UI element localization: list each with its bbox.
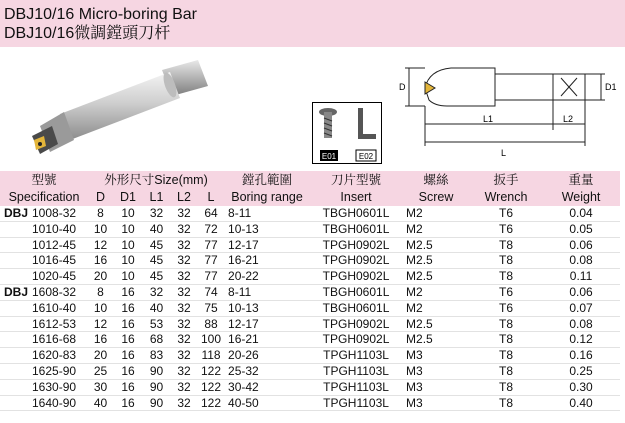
e01-label: E01 <box>321 152 337 161</box>
spec-cell <box>0 284 88 300</box>
cell-l: 122 <box>198 379 224 395</box>
cell-range: 10-13 <box>224 221 310 237</box>
cell-screw: M2 <box>402 300 470 316</box>
spec-cell <box>0 348 88 364</box>
cell-d1: 10 <box>113 237 143 253</box>
cell-wrench: T6 <box>470 300 542 316</box>
cell-screw: M2.5 <box>402 269 470 285</box>
boring-bar-photo-icon <box>20 56 215 166</box>
cell-wrench: T8 <box>470 237 542 253</box>
spec-code: 1640-90 <box>32 395 77 410</box>
cell-screw: M3 <box>402 379 470 395</box>
page-title: DBJ10/16 Micro-boring Bar <box>4 6 197 23</box>
cell-range: 30-42 <box>224 379 310 395</box>
cell-insert: TPGH1103L <box>310 395 402 411</box>
spec-prefix: DBJ <box>4 284 29 299</box>
table-row <box>0 395 620 411</box>
cell-l: 72 <box>198 221 224 237</box>
cell-d: 40 <box>88 395 113 411</box>
title-band <box>0 0 625 47</box>
cell-l: 64 <box>198 206 224 221</box>
cell-l: 77 <box>198 237 224 253</box>
header-weight-en: Weight <box>542 189 620 206</box>
cell-l2: 32 <box>170 237 198 253</box>
table-row <box>0 269 620 285</box>
cell-d: 8 <box>88 206 113 221</box>
insert-screw-diagram <box>312 102 382 164</box>
cell-range: 40-50 <box>224 395 310 411</box>
header-screw-cn: 螺絲 <box>402 171 470 189</box>
table-row <box>0 363 620 379</box>
cell-l1: 40 <box>143 300 170 316</box>
cell-d1: 10 <box>113 253 143 269</box>
table-row <box>0 348 620 364</box>
cell-weight: 0.06 <box>542 284 620 300</box>
cell-weight: 0.11 <box>542 269 620 285</box>
cell-l1: 68 <box>143 332 170 348</box>
cell-l2: 32 <box>170 300 198 316</box>
header-insert-cn: 刀片型號 <box>310 171 402 189</box>
cell-l: 77 <box>198 269 224 285</box>
cell-d1: 16 <box>113 300 143 316</box>
cell-screw: M2.5 <box>402 332 470 348</box>
cell-weight: 0.25 <box>542 363 620 379</box>
table-row <box>0 332 620 348</box>
cell-range: 25-32 <box>224 363 310 379</box>
cell-wrench: T8 <box>470 379 542 395</box>
cell-d1: 16 <box>113 395 143 411</box>
cell-wrench: T8 <box>470 363 542 379</box>
cell-insert: TPGH0902L <box>310 269 402 285</box>
cell-l1: 90 <box>143 395 170 411</box>
cell-d1: 16 <box>113 284 143 300</box>
header-model-en: Specification <box>0 189 88 206</box>
spec-cell <box>0 300 88 316</box>
cell-range: 20-26 <box>224 348 310 364</box>
table-row <box>0 300 620 316</box>
header-d1: D1 <box>113 189 143 206</box>
cell-screw: M3 <box>402 395 470 411</box>
cell-weight: 0.08 <box>542 253 620 269</box>
cell-weight: 0.06 <box>542 237 620 253</box>
cell-screw: M2.5 <box>402 237 470 253</box>
cell-l: 118 <box>198 348 224 364</box>
header-weight-cn: 重量 <box>542 171 620 189</box>
cell-l: 100 <box>198 332 224 348</box>
cell-wrench: T8 <box>470 253 542 269</box>
spec-code: 1008-32 <box>32 206 77 220</box>
spec-cell <box>0 363 88 379</box>
cell-l1: 32 <box>143 284 170 300</box>
cell-l: 75 <box>198 300 224 316</box>
cell-d: 10 <box>88 221 113 237</box>
spec-code: 1016-45 <box>32 253 77 268</box>
cell-l2: 32 <box>170 253 198 269</box>
cell-wrench: T8 <box>470 395 542 411</box>
cell-d1: 16 <box>113 379 143 395</box>
cell-l2: 32 <box>170 221 198 237</box>
cell-d1: 16 <box>113 348 143 364</box>
spec-code: 1012-45 <box>32 237 77 252</box>
table-row <box>0 316 620 332</box>
cell-insert: TPGH1103L <box>310 363 402 379</box>
cell-insert: TBGH0601L <box>310 300 402 316</box>
cell-d1: 10 <box>113 221 143 237</box>
cell-d1: 16 <box>113 363 143 379</box>
cell-l2: 32 <box>170 269 198 285</box>
cell-l2: 32 <box>170 284 198 300</box>
cell-l1: 45 <box>143 237 170 253</box>
cell-weight: 0.07 <box>542 300 620 316</box>
table-row <box>0 379 620 395</box>
cell-d1: 10 <box>113 269 143 285</box>
cell-weight: 0.16 <box>542 348 620 364</box>
cell-screw: M2.5 <box>402 316 470 332</box>
cell-wrench: T8 <box>470 269 542 285</box>
cell-l1: 90 <box>143 363 170 379</box>
spec-cell <box>0 395 88 411</box>
spec-cell <box>0 379 88 395</box>
cell-l1: 45 <box>143 253 170 269</box>
header-l: L <box>198 189 224 206</box>
cell-weight: 0.08 <box>542 316 620 332</box>
cell-l2: 32 <box>170 363 198 379</box>
l-label: L <box>501 148 507 158</box>
cell-l2: 32 <box>170 316 198 332</box>
cell-wrench: T6 <box>470 206 542 221</box>
l2-label: L2 <box>563 114 574 124</box>
spec-prefix: DBJ <box>4 206 29 220</box>
spec-cell <box>0 206 88 221</box>
cell-insert: TBGH0601L <box>310 221 402 237</box>
cell-l2: 32 <box>170 395 198 411</box>
table-row <box>0 253 620 269</box>
page-subtitle: DBJ10/16微調鏜頭刀杆 <box>4 25 171 42</box>
spec-code: 1625-90 <box>32 363 77 378</box>
cell-insert: TPGH0902L <box>310 332 402 348</box>
cell-l2: 32 <box>170 332 198 348</box>
cell-insert: TPGH0902L <box>310 237 402 253</box>
spec-code: 1020-45 <box>32 269 77 284</box>
cell-l1: 40 <box>143 221 170 237</box>
cell-d: 25 <box>88 363 113 379</box>
header-wrench-cn: 扳手 <box>470 171 542 189</box>
cell-l: 77 <box>198 253 224 269</box>
header-size: 外形尺寸Size(mm) <box>88 171 224 189</box>
cell-d1: 16 <box>113 316 143 332</box>
table-row <box>0 221 620 237</box>
d-label: D <box>399 82 406 92</box>
spec-cell <box>0 237 88 253</box>
cell-l1: 83 <box>143 348 170 364</box>
cell-l1: 53 <box>143 316 170 332</box>
cell-d: 10 <box>88 300 113 316</box>
spec-code: 1630-90 <box>32 379 77 394</box>
cell-weight: 0.05 <box>542 221 620 237</box>
cell-d: 30 <box>88 379 113 395</box>
header-wrench-en: Wrench <box>470 189 542 206</box>
cell-l1: 45 <box>143 269 170 285</box>
cell-l2: 32 <box>170 379 198 395</box>
cell-screw: M2 <box>402 284 470 300</box>
spec-cell <box>0 332 88 348</box>
header-range-en: Boring range <box>224 189 310 206</box>
spec-code: 1612-53 <box>32 316 77 331</box>
cell-l2: 32 <box>170 206 198 221</box>
cell-range: 12-17 <box>224 316 310 332</box>
spec-code: 1608-32 <box>32 284 77 299</box>
cell-weight: 0.12 <box>542 332 620 348</box>
spec-code: 1010-40 <box>32 221 77 236</box>
spec-cell <box>0 269 88 285</box>
spec-code: 1616-68 <box>32 332 77 347</box>
cell-l: 122 <box>198 395 224 411</box>
cell-d1: 16 <box>113 332 143 348</box>
header-insert-en: Insert <box>310 189 402 206</box>
spec-code: 1610-40 <box>32 300 77 315</box>
header-d: D <box>88 189 113 206</box>
cell-d: 16 <box>88 332 113 348</box>
cell-weight: 0.04 <box>542 206 620 221</box>
header-screw-en: Screw <box>402 189 470 206</box>
cell-wrench: T6 <box>470 284 542 300</box>
cell-wrench: T8 <box>470 316 542 332</box>
cell-weight: 0.30 <box>542 379 620 395</box>
cell-l: 122 <box>198 363 224 379</box>
header-l2: L2 <box>170 189 198 206</box>
spec-table <box>0 171 620 411</box>
cell-wrench: T6 <box>470 221 542 237</box>
l1-label: L1 <box>483 114 494 124</box>
cell-l1: 90 <box>143 379 170 395</box>
cell-insert: TPGH1103L <box>310 348 402 364</box>
cell-screw: M2 <box>402 206 470 221</box>
d1-label: D1 <box>605 82 617 92</box>
cell-insert: TBGH0601L <box>310 284 402 300</box>
header-model-cn: 型號 <box>0 171 88 189</box>
cell-wrench: T8 <box>470 348 542 364</box>
cell-screw: M2 <box>402 221 470 237</box>
cell-weight: 0.40 <box>542 395 620 411</box>
cell-screw: M3 <box>402 363 470 379</box>
table-row <box>0 284 620 300</box>
cell-l: 88 <box>198 316 224 332</box>
cell-range: 16-21 <box>224 253 310 269</box>
technical-drawing <box>395 60 621 160</box>
cell-range: 10-13 <box>224 300 310 316</box>
e02-label: E02 <box>358 152 374 161</box>
cell-d: 8 <box>88 284 113 300</box>
cell-screw: M3 <box>402 348 470 364</box>
cell-wrench: T8 <box>470 332 542 348</box>
cell-l2: 32 <box>170 348 198 364</box>
header-l1: L1 <box>143 189 170 206</box>
header-range-cn: 鏜孔範圍 <box>224 171 310 189</box>
cell-insert: TPGH0902L <box>310 316 402 332</box>
cell-d: 20 <box>88 269 113 285</box>
cell-d: 12 <box>88 316 113 332</box>
table-row <box>0 206 620 221</box>
cell-d: 12 <box>88 237 113 253</box>
cell-range: 12-17 <box>224 237 310 253</box>
cell-l1: 32 <box>143 206 170 221</box>
cell-range: 20-22 <box>224 269 310 285</box>
spec-cell <box>0 253 88 269</box>
spec-cell <box>0 316 88 332</box>
cell-range: 8-11 <box>224 206 310 221</box>
cell-range: 8-11 <box>224 284 310 300</box>
cell-range: 16-21 <box>224 332 310 348</box>
spec-code: 1620-83 <box>32 348 77 363</box>
table-row <box>0 237 620 253</box>
cell-screw: M2.5 <box>402 253 470 269</box>
cell-insert: TPGH0902L <box>310 253 402 269</box>
cell-insert: TPGH1103L <box>310 379 402 395</box>
cell-d: 16 <box>88 253 113 269</box>
cell-d: 20 <box>88 348 113 364</box>
cell-d1: 10 <box>113 206 143 221</box>
cell-insert: TBGH0601L <box>310 206 402 221</box>
spec-cell <box>0 221 88 237</box>
cell-l: 74 <box>198 284 224 300</box>
